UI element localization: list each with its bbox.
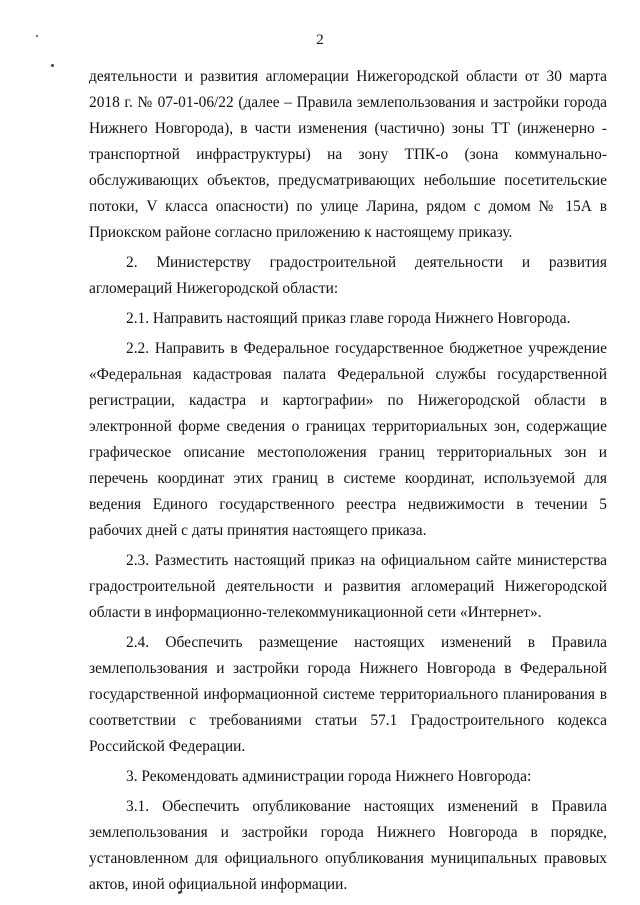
paragraph-item-2-4: 2.4. Обеспечить размещение настоящих изменений в Правила землепользования и застройки города Нижнего Новгорода в Федеральной государственной информационной системе территориального планирования в соответствии с требованиями статьи 57.1 Градостроительного кодекса Российской Федерации. <box>89 634 607 755</box>
paragraph-item-3-1: 3.1. Обеспечить опубликование настоящих изменений в Правила землепользования и застройки города Нижнего Новгорода в порядке, установленном для официального опубликования муниципальных правовых актов, иной официальной информации. <box>89 798 607 893</box>
paragraph-item-2-1: 2.1. Направить настоящий приказ главе города Нижнего Новгорода. <box>126 310 571 327</box>
page-number: 2 <box>316 32 324 48</box>
paragraph-item-3: 3. Рекомендовать администрации города Нижнего Новгорода: <box>126 768 532 785</box>
paragraph-item-2: 2. Министерству градостроительной деятельности и развития агломераций Нижегородской области: <box>89 254 607 297</box>
paragraph-item-2-2: 2.2. Направить в Федеральное государственное бюджетное учреждение «Федеральная кадастровая палата Федеральной службы государственной регистрации, кадастра и картографии» по Нижегородской области в электронной форме сведения о границах территориальных зон, содержащие графическое описание местоположения границ территориальных зон и перечень координат этих границ в системе координат, используемой для ведения Единого государственного реестра недвижимости в течении 5 рабочих дней с даты принятия настоящего приказа. <box>89 340 607 539</box>
scan-speck <box>36 35 38 37</box>
scan-speck <box>51 64 54 67</box>
paragraph-continuation: деятельности и развития агломерации Нижегородской области от 30 марта 2018 г. № 07-01-06/22 (далее – Правила землепользования и застройки города Нижнего Новгорода), в части изменения (частично) зоны ТТ (инженерно - транспортной инфраструктуры) на зону ТПК-о (зона коммунально-обслуживающих объектов, предусматривающих небольшие посетительские потоки, V класса опасности) по улице Ларина, рядом с домом № 15А в Приокском районе согласно приложению к настоящему приказу. <box>89 68 607 241</box>
paragraph-item-2-3: 2.3. Разместить настоящий приказ на официальном сайте министерства градостроительной деятельности и развития агломераций Нижегородской области в информационно-телекоммуникационной сети «Интернет». <box>89 552 607 621</box>
document-body <box>89 64 607 902</box>
